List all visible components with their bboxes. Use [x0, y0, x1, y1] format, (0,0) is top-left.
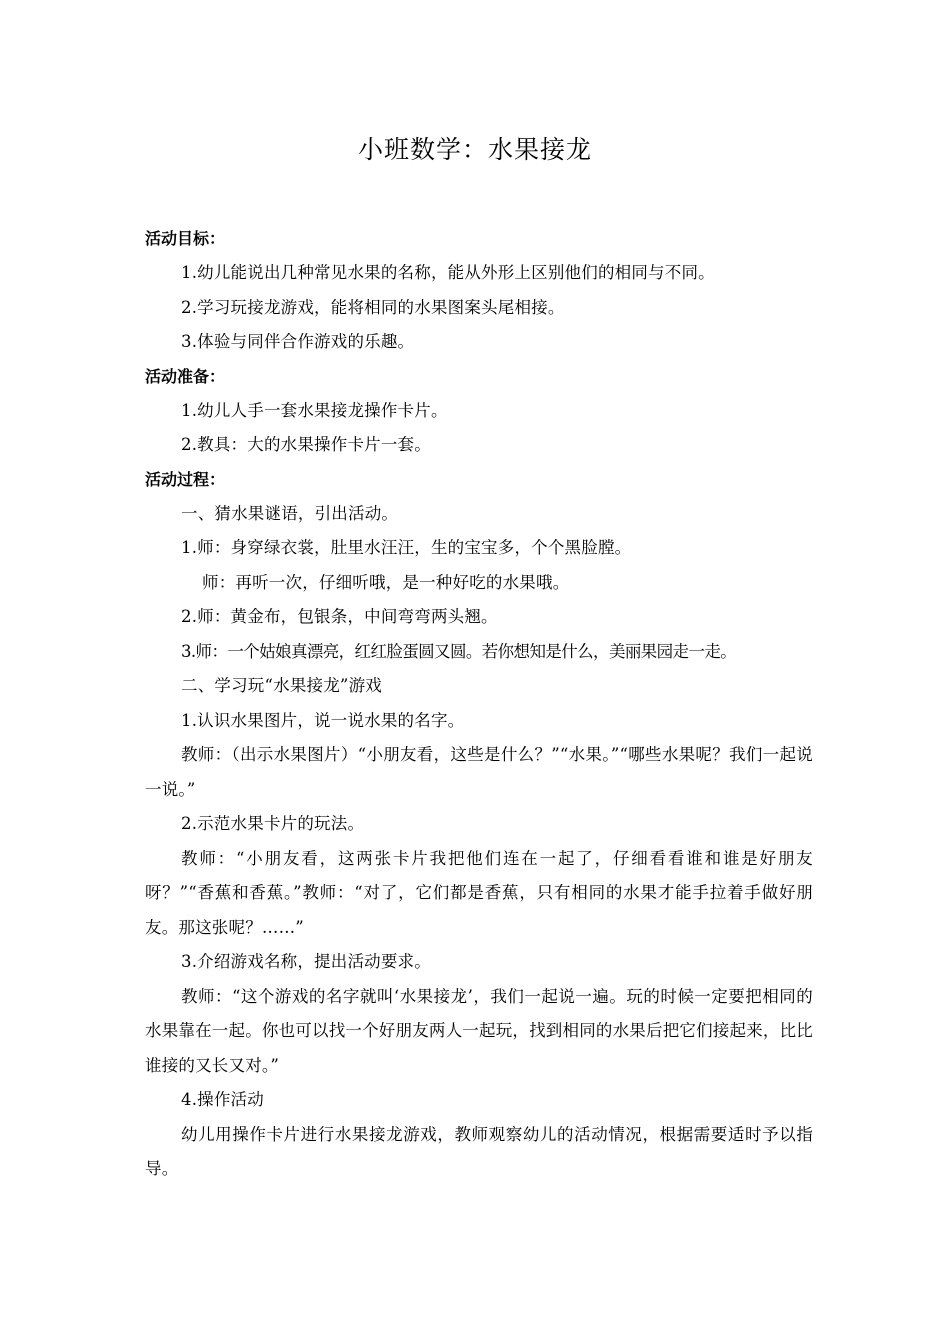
section-heading-process: 活动过程：: [145, 469, 226, 489]
paragraph: 2.学习玩接龙游戏，能将相同的水果图案头尾相接。: [181, 297, 565, 317]
document-body: [145, 222, 813, 1187]
paragraph: 3.介绍游戏名称，提出活动要求。: [181, 952, 431, 971]
paragraph: 一、猜水果谜语，引出活动。: [181, 503, 399, 523]
paragraph: 3.体验与同伴合作游戏的乐趣。: [181, 332, 415, 351]
paragraph: 教师：（出示水果图片）“小朋友看，这些是什么？”“水果。”“哪些水果呢？我们一起说一说。”: [145, 745, 813, 799]
paragraph: 2.师：黄金布，包银条，中间弯弯两头翘。: [181, 607, 498, 626]
paragraph: 教师：“小朋友看，这两张卡片我把他们连在一起了，仔细看看谁和谁是好朋友呀？”“香蕉和香蕉。”教师：“对了，它们都是香蕉，只有相同的水果才能手拉着手做好朋友。那这张呢？……”: [145, 848, 813, 937]
paragraph: 1.幼儿人手一套水果接龙操作卡片。: [181, 400, 448, 420]
paragraph: 师：再听一次，仔细听哦，是一种好吃的水果哦。: [202, 572, 570, 592]
paragraph: 二、学习玩“水果接龙”游戏: [181, 676, 382, 695]
paragraph: 教师：“这个游戏的名字就叫‘水果接龙’，我们一起说一遍。玩的时候一定要把相同的水果靠在一起。你也可以找一个好朋友两人一起玩，找到相同的水果后把它们接起来，比比谁接的又长又对。”: [145, 986, 813, 1075]
paragraph: 1.师：身穿绿衣裳，肚里水汪汪，生的宝宝多，个个黑脸膛。: [181, 538, 632, 557]
paragraph: 4.操作活动: [181, 1090, 264, 1109]
paragraph: 幼儿用操作卡片进行水果接龙游戏，教师观察幼儿的活动情况，根据需要适时予以指导。: [145, 1124, 813, 1178]
paragraph: 1.认识水果图片，说一说水果的名字。: [181, 710, 465, 730]
section-heading-preparation: 活动准备：: [145, 366, 226, 386]
paragraph: 2.示范水果卡片的玩法。: [181, 814, 365, 833]
paragraph: 1.幼儿能说出几种常见水果的名称，能从外形上区别他们的相同与不同。: [181, 263, 715, 282]
document-title: 小班数学：水果接龙: [357, 135, 592, 164]
paragraph: 3.师：一个姑娘真漂亮，红红脸蛋圆又圆。若你想知是什么，美丽果园走一走。: [181, 641, 737, 661]
section-heading-goals: 活动目标：: [145, 229, 226, 248]
paragraph: 2.教具：大的水果操作卡片一套。: [181, 435, 431, 454]
